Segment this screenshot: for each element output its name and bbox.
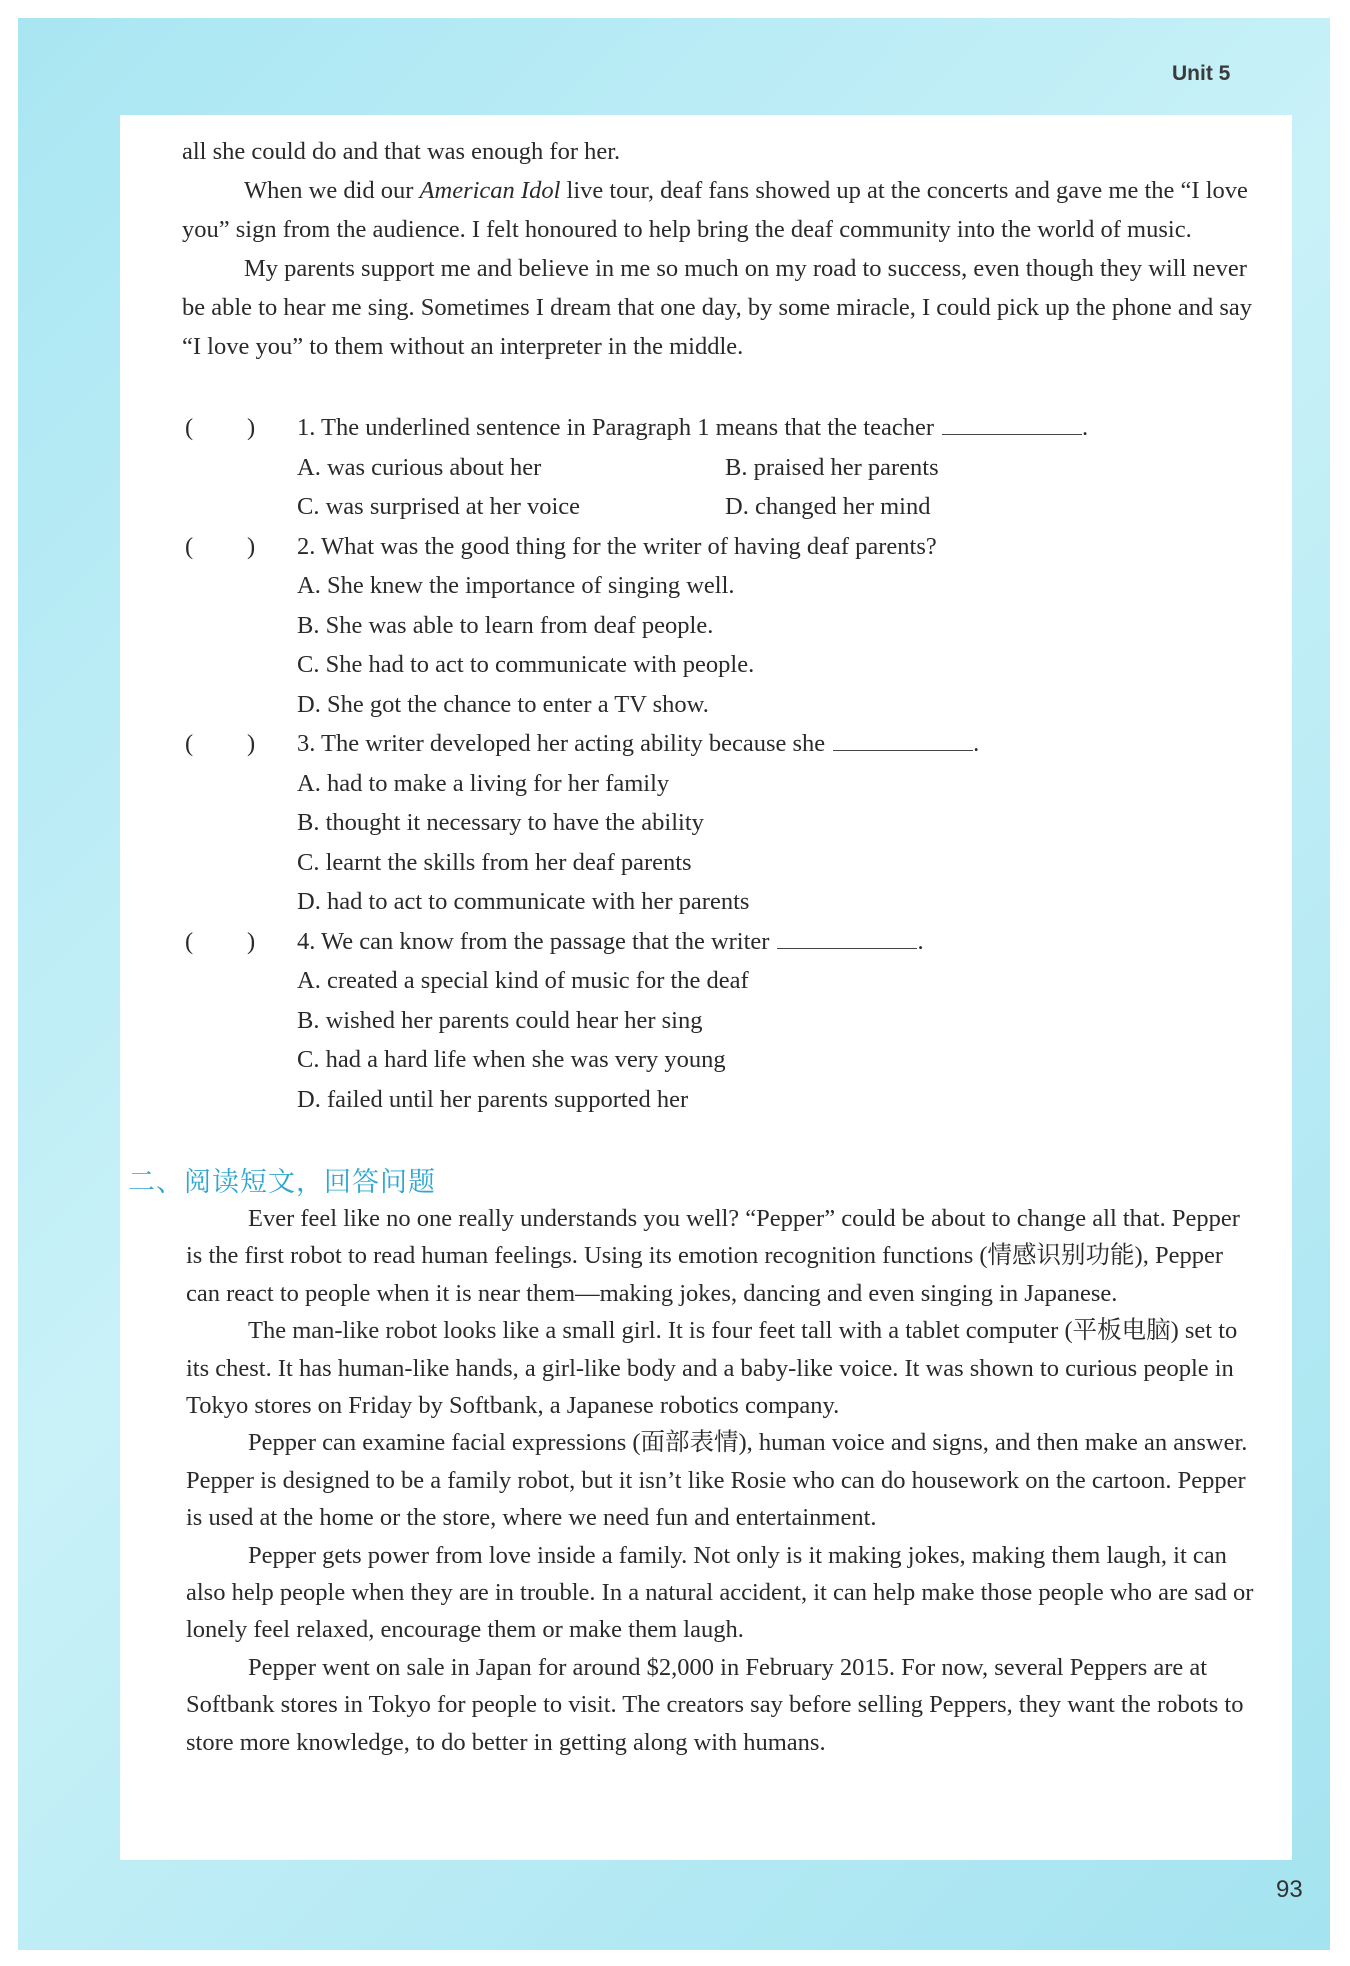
passage-2-paragraph-4: Pepper gets power from love inside a family. Not only is it making jokes, making them laugh, it can also help people when they are in trouble. In a natural accident, it can help make those people who are sad or lonely feel relaxed, encourage them or make them laugh. [186, 1541, 1254, 1644]
option: A. created a special kind of music for the deaf [297, 967, 749, 994]
answer-bracket-open: ( [185, 927, 194, 955]
passage-1-paragraph-2: When we did our American Idol live tour, deaf fans showed up at the concerts and gave me the “I love you” sign from the audience. I felt honoured to help bring the deaf community into the world of music. [182, 177, 1248, 243]
answer-bracket-close: ) [247, 414, 256, 441]
question-list [182, 408, 1262, 1119]
option: A. had to make a living for her family [297, 769, 670, 797]
answer-bracket-open: ( [185, 414, 194, 441]
show-title: American Idol [419, 177, 561, 204]
option: C. learnt the skills from her deaf parents [297, 848, 692, 876]
option: B. thought it necessary to have the ability [297, 809, 704, 836]
answer-bracket-close: ) [247, 730, 256, 757]
question-3: ( ) 3. The writer developed her acting ability because she . [182, 724, 1262, 764]
option: A. She knew the importance of singing well. [297, 572, 735, 599]
answer-bracket-close: ) [247, 927, 256, 955]
option: B. wished her parents could hear her sing [297, 1006, 703, 1034]
passage-1-paragraph-1: all she could do and that was enough for her. [182, 138, 621, 165]
question-1-options-row-1 [182, 448, 1262, 488]
question-1: ( ) 1. The underlined sentence in Paragraph 1 means that the teacher . [182, 408, 1262, 448]
question-4: ( ) 4. We can know from the passage that the writer . [182, 922, 1262, 962]
passage-2-paragraph-5: Pepper went on sale in Japan for around $2,000 in February 2015. For now, several Peppers are at Softbank stores in Tokyo for people to visit. The creators say before selling Peppers, they want the robots to store more knowledge, to do better in getting along with humans. [186, 1653, 1244, 1756]
passage-2 [186, 1200, 1262, 1761]
option: B. praised her parents [725, 453, 939, 481]
answer-bracket-open: ( [185, 532, 194, 560]
passage-2-paragraph-1: Ever feel like no one really understands you well? “Pepper” could be about to change all that. Pepper is the first robot to read human feelings. Using its emotion recognition functions (情感识别功能), Pepper can react to people when it is near them—making jokes, dancing and even singing in Japanese. [186, 1205, 1240, 1307]
passage-1-paragraph-3: My parents support me and believe in me so much on my road to success, even though they will never be able to hear me sing. Sometimes I dream that one day, by some miracle, I could pick up the phone and say “I love you” to them without an interpreter in the middle. [182, 255, 1252, 360]
unit-label: Unit 5 [1172, 62, 1231, 85]
option: D. changed her mind [725, 493, 931, 520]
section-heading: 二、阅读短文，回答问题 [128, 1167, 436, 1198]
question-2 [182, 527, 1262, 567]
option: B. She was able to learn from deaf people. [297, 611, 714, 639]
answer-blank[interactable] [942, 412, 1082, 435]
option: D. failed until her parents supported her [297, 1085, 689, 1113]
question-1-options-row-2 [182, 487, 1262, 527]
option: C. had a hard life when she was very young [297, 1046, 726, 1073]
question-4-stem: 4. We can know from the passage that the writer [297, 927, 770, 955]
question-1-stem: 1. The underlined sentence in Paragraph 1 means that the teacher [297, 414, 934, 441]
option: A. was curious about her [297, 453, 542, 481]
answer-bracket-open: ( [185, 730, 194, 757]
option: C. was surprised at her voice [297, 493, 581, 520]
passage-2-paragraph-3: Pepper can examine facial expressions (面部表情), human voice and signs, and then make an answer. Pepper is designed to be a family robot, but it isn’t like Rosie who can do housework on the cartoon. Pepper is used at the home or the store, where we need fun and entertainment. [186, 1429, 1248, 1532]
question-2-stem: 2. What was the good thing for the writer of having deaf parents? [297, 532, 937, 560]
option: D. She got the chance to enter a TV show. [297, 690, 709, 718]
page-number: 93 [1276, 1876, 1303, 1903]
answer-blank[interactable] [777, 926, 917, 949]
option: C. She had to act to communicate with people. [297, 651, 755, 678]
passage-1 [182, 132, 1260, 366]
option: D. had to act to communicate with her parents [297, 888, 750, 915]
answer-blank[interactable] [833, 728, 973, 751]
question-3-stem: 3. The writer developed her acting ability because she [297, 730, 826, 757]
passage-2-paragraph-2: The man-like robot looks like a small girl. It is four feet tall with a tablet computer (平板电脑) set to its chest. It has human-like hands, a girl-like body and a baby-like voice. It was shown to curious people in Tokyo stores on Friday by Softbank, a Japanese robotics company. [186, 1317, 1238, 1420]
answer-bracket-close: ) [247, 532, 256, 560]
